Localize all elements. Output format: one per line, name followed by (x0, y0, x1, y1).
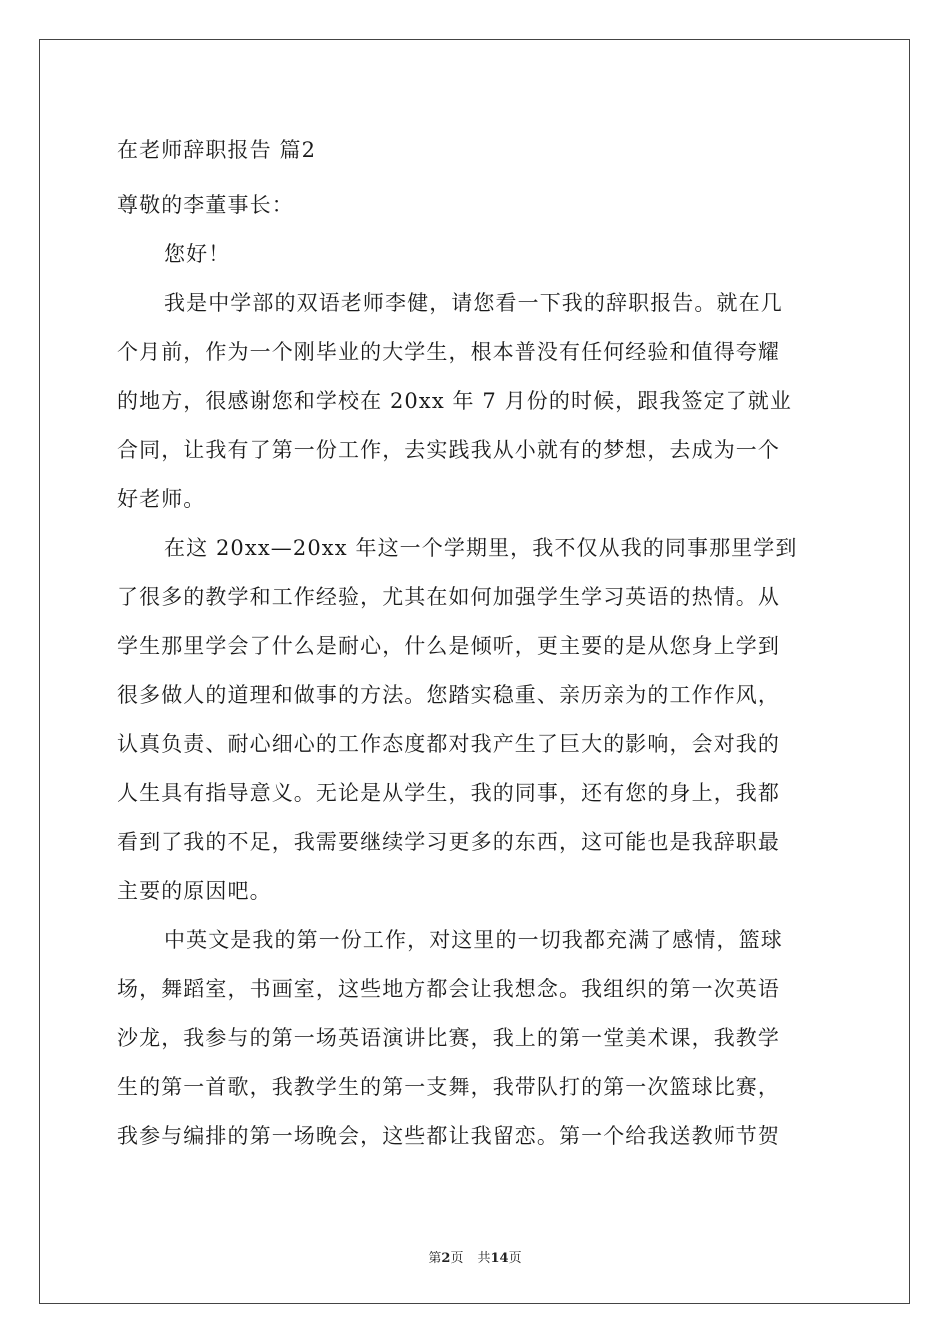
paragraph-1 (117, 279, 837, 524)
paragraph-line: 学生那里学会了什么是耐心，什么是倾听，更主要的是从您身上学到 (117, 634, 780, 658)
page-total: 14 (490, 1251, 509, 1266)
greeting: 您好！ (164, 242, 231, 266)
salutation: 尊敬的李董事长： (117, 193, 294, 217)
paragraph-line: 的地方，很感谢您和学校在 20xx 年 7 月份的时候，跟我签定了就业 (117, 389, 792, 413)
paragraph-3 (117, 916, 837, 1161)
paragraph-line: 人生具有指导意义。无论是从学生，我的同事，还有您的身上，我都 (117, 781, 780, 805)
paragraph-line: 了很多的教学和工作经验，尤其在如何加强学生学习英语的热情。从 (117, 585, 780, 609)
paragraph-line: 我参与编排的第一场晚会，这些都让我留恋。第一个给我送教师节贺 (117, 1124, 780, 1148)
paragraph-line: 主要的原因吧。 (117, 879, 272, 903)
paragraph-line: 合同，让我有了第一份工作，去实践我从小就有的梦想，去成为一个 (117, 438, 780, 462)
total-suffix: 页 (508, 1251, 522, 1266)
paragraph-line: 场，舞蹈室，书画室，这些地方都会让我想念。我组织的第一次英语 (117, 977, 780, 1001)
paragraph-2 (117, 524, 837, 916)
document-body (117, 130, 837, 1161)
paragraph-line: 我是中学部的双语老师李健，请您看一下我的辞职报告。就在几 (164, 291, 783, 315)
paragraph-line: 看到了我的不足，我需要继续学习更多的东西，这可能也是我辞职最 (117, 830, 780, 854)
paragraph-line: 很多做人的道理和做事的方法。您踏实稳重、亲历亲为的工作作风， (117, 683, 780, 707)
total-prefix: 共 (477, 1251, 491, 1266)
paragraph-line: 好老师。 (117, 487, 206, 511)
paragraph-line: 中英文是我的第一份工作，对这里的一切我都充满了感情，篮球 (164, 928, 783, 952)
paragraph-line: 生的第一首歌，我教学生的第一支舞，我带队打的第一次篮球比赛， (117, 1075, 780, 1099)
document-title: 在老师辞职报告 篇2 (117, 138, 317, 162)
paragraph-line: 认真负责、耐心细心的工作态度都对我产生了巨大的影响，会对我的 (117, 732, 780, 756)
page-footer (0, 1247, 950, 1266)
paragraph-line: 沙龙，我参与的第一场英语演讲比赛，我上的第一堂美术课，我教学 (117, 1026, 780, 1050)
paragraph-line: 在这 20xx—20xx 年这一个学期里，我不仅从我的同事那里学到 (164, 536, 798, 560)
paragraph-line: 个月前，作为一个刚毕业的大学生，根本普没有任何经验和值得夸耀 (117, 340, 780, 364)
page-prefix: 第 (428, 1251, 442, 1266)
page-label: 页 (450, 1251, 464, 1266)
page-current: 2 (441, 1251, 451, 1266)
